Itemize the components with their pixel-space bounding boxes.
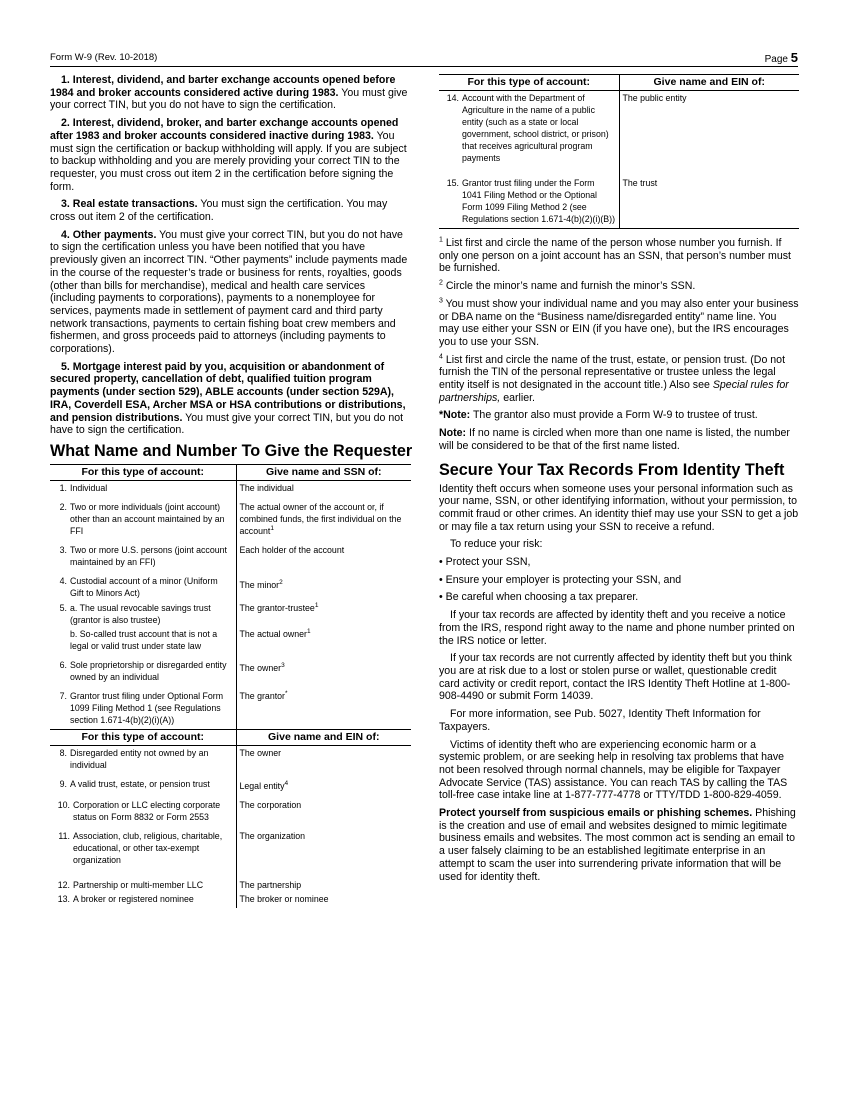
footnote-2: $^2$ Circle the minor’s name and furnish the minor’s SSN. (439, 279, 696, 293)
column-header: For this type of account: (50, 464, 236, 480)
table-cell: Each holder of the account (239, 544, 345, 555)
paragraph: For more information, see Pub. 5027, Identity Theft Information for Taxpayers. (439, 708, 761, 733)
table-cell: The grantor-trustee$^1$ (239, 602, 319, 613)
table-cell: The actual owner$^1$ (239, 628, 311, 639)
table-row: 11. Association, club, religious, charitable, educational, or other tax-exempt organization The organization (50, 829, 411, 878)
table-row: 3. Two or more U.S. persons (joint account maintained by an FFI) Each holder of the account (50, 543, 411, 574)
table-row: 10. Corporation or LLC electing corporate status on Form 8832 or Form 2553 The corporation (50, 798, 411, 829)
table-row: 13. A broker or registered nominee The broker or nominee (50, 892, 411, 908)
table-header (50, 464, 411, 480)
table-row: 9. A valid trust, estate, or pension trust Legal entity$^4$ (50, 777, 411, 798)
paragraph: If your tax records are affected by identity theft and you receive a notice from the IRS, respond right away to the name and phone number printed on the IRS notice or letter. (439, 609, 795, 647)
table-cell: The public entity (622, 93, 687, 103)
column-header: Give name and EIN of: (236, 729, 411, 745)
table-row: 12. Partnership or multi-member LLC The partnership (50, 878, 411, 892)
bullet-item: • Ensure your employer is protecting your SSN, and (439, 573, 682, 586)
table-cell: The organization (239, 830, 306, 841)
table-row: 8. Disregarded entity not owned by an individual The owner (50, 745, 411, 777)
page-number-value: 5 (790, 50, 798, 65)
table-cell: The individual (239, 482, 294, 493)
bullet-item: • Protect your SSN, (439, 556, 531, 569)
column-header: Give name and SSN of: (236, 464, 411, 480)
item-1: 1. Interest, dividend, and barter exchange accounts opened before 1984 and broker accounts considered active during 1983. You must give your correct TIN, but you do not have to sign the certification. (50, 74, 408, 112)
identity-theft-intro: Identity theft occurs when someone uses your personal information such as your name, SSN, or other identifying information, without your permission, to commit fraud or other crimes. An identity thief may use your SSN to get a job or may file a tax return using your SSN to receive a refund. (439, 482, 799, 533)
table-row: 7. Grantor trust filing under Optional Form 1099 Filing Method 1 (see Regulations section 1.671-4(b)(2)(i)(A)) The grantor* (50, 689, 411, 729)
table-row: 2. Two or more individuals (joint account) other than an account maintained by an FFI The actual owner of the account or, if combined funds, the first individual on the account$^1$ (50, 500, 411, 543)
reduce-risk: To reduce your risk: (450, 538, 543, 551)
page-number (765, 50, 798, 65)
grantor-note: *Note: The grantor also must provide a Form W-9 to trustee of trust. (439, 409, 758, 422)
table-header (439, 75, 799, 91)
table-row: 5. a. The usual revocable savings trust (grantor is also trustee) The grantor-trustee$^1$ (50, 601, 411, 627)
item-4: 4. Other payments. You must give your correct TIN, but you do not have to sign the certification unless you have been notified that you have previously given an incorrect TIN. “Other payments” include payments made in the course of the requester’s trade or business for rents, royalties, goods (other than bills for merchandise), medical and health care services (including payments to corporations), payments to a nonemployee for services, payments made in settlement of payment card and third party network transactions, payments to certain fishing boat crew members and fishermen, and gross proceeds paid to attorneys (including payments to corporations). (50, 228, 408, 356)
table-row: 1. Individual The individual (50, 480, 411, 500)
footnote-4: $^4$ List first and circle the name of the trust, estate, or pension trust. (Do not furnish the TIN of the personal representative or trustee unless the legal entity itself is not designated in the account title.) Also see Special rules for partnerships, earlier. (439, 353, 789, 404)
table-cell: The owner (239, 747, 282, 758)
item-2: 2. Interest, dividend, broker, and barter exchange accounts opened after 1983 and broker accounts considered inactive during 1983. You must sign the certification or backup withholding will apply. If you are subject to backup withholding and you are merely providing your correct TIN to the requester, you must cross out item 2 in the certification before signing the form. (50, 117, 407, 193)
page-label: Page (764, 54, 788, 65)
right-column (439, 74, 799, 888)
circle-note: Note: If no name is circled when more than one name is listed, the number will be considered to be that of the first name listed. (439, 427, 790, 452)
form-id: Form W-9 (Rev. 10-2018) (50, 52, 158, 63)
table-row: 4. Custodial account of a minor (Uniform Gift to Minors Act) The minor$^2$ (50, 574, 411, 601)
bullet-item: • Be careful when choosing a tax preparer. (439, 591, 639, 604)
table-header (50, 729, 411, 745)
table-cell: The grantor* (239, 690, 288, 701)
column-header: For this type of account: (50, 729, 236, 745)
column-header: Give name and EIN of: (619, 75, 799, 91)
table-cell: The corporation (239, 799, 302, 810)
table-row: 15. Grantor trust filing under the Form 1041 Filing Method or the Optional Form 1099 Filing Method 2 (see Regulations section 1.671-4(b)(2)(i)(B)) The trust (439, 176, 799, 229)
paragraph: Victims of identity theft who are experiencing economic harm or a systemic problem, or are seeking help in resolving tax problems that have not been resolved through normal channels, may be eligible for Taxpayer Advocate Service (TAS) assistance. You can reach TAS by calling the TAS toll-free case intake line at 1-877-777-4778 or TTY/TDD 1-800-829-4059. (439, 738, 788, 802)
table-cell: The actual owner of the account or, if combined funds, the first individual on the account$^1$ (239, 501, 402, 536)
header-rule (50, 66, 798, 67)
ein-table-right (439, 74, 799, 229)
footnote-3: $^3$ You must show your individual name and you may also enter your business or DBA name on the “Business name/disregarded entity” name line. You may use either your SSN or EIN (if you have one), but the IRS encourages you to use your SSN. (439, 297, 799, 348)
phishing-paragraph: Protect yourself from suspicious emails or phishing schemes. Phishing is the creation and use of email and websites designed to mimic legitimate business emails and websites. The most common act is sending an email to a user falsely claiming to be an established legitimate enterprise in an attempt to scam the user into surrendering private information that will be used for identity theft. (439, 807, 796, 883)
table-row: 14. Account with the Department of Agriculture in the name of a public entity (such as a state or local government, school district, or prison) that receives agricultural program payments The public entity (439, 91, 799, 177)
item-3: 3. Real estate transactions. You must sign the certification. You may cross out item 2 of the certification. (50, 198, 388, 224)
table-cell: Legal entity$^4$ (239, 780, 289, 791)
ssn-table (50, 464, 411, 729)
table-cell: The owner$^3$ (239, 662, 285, 673)
item-5: 5. Mortgage interest paid by you, acquisition or abandonment of secured property, cancellation of debt, qualified tuition program payments (under section 529), ABLE accounts (under section 529A), IRA, Coverdell ESA, Archer MSA or HSA contributions or distributions, and pension distributions. You must give your correct TIN, but you do not have to sign the certification. (50, 360, 406, 437)
table-row: 6. Sole proprietorship or disregarded entity owned by an individual The owner$^3$ (50, 658, 411, 689)
table-cell: The minor$^2$ (239, 579, 283, 590)
table-cell: The partnership (239, 879, 302, 890)
section-title-name-number: What Name and Number To Give the Requester (50, 441, 413, 460)
section-title-identity-theft: Secure Your Tax Records From Identity Theft (439, 460, 785, 479)
table-cell: The broker or nominee (239, 893, 329, 904)
table-cell: The trust (622, 178, 658, 188)
table-row: b. So-called trust account that is not a legal or valid trust under state law The actual owner$^1$ (50, 627, 411, 658)
footnote-1: $^1$ List first and circle the name of the person whose number you furnish. If only one person on a joint account has an SSN, that person’s number must be furnished. (439, 236, 791, 275)
column-header: For this type of account: (439, 75, 619, 91)
ein-table-left (50, 729, 411, 908)
left-column (50, 74, 411, 908)
paragraph: If your tax records are not currently affected by identity theft but you think you are at risk due to a lost or stolen purse or wallet, questionable credit card activity or credit report, contact the IRS Identity Theft Hotline at 1-800-908-4490 or submit Form 14039. (439, 652, 792, 703)
